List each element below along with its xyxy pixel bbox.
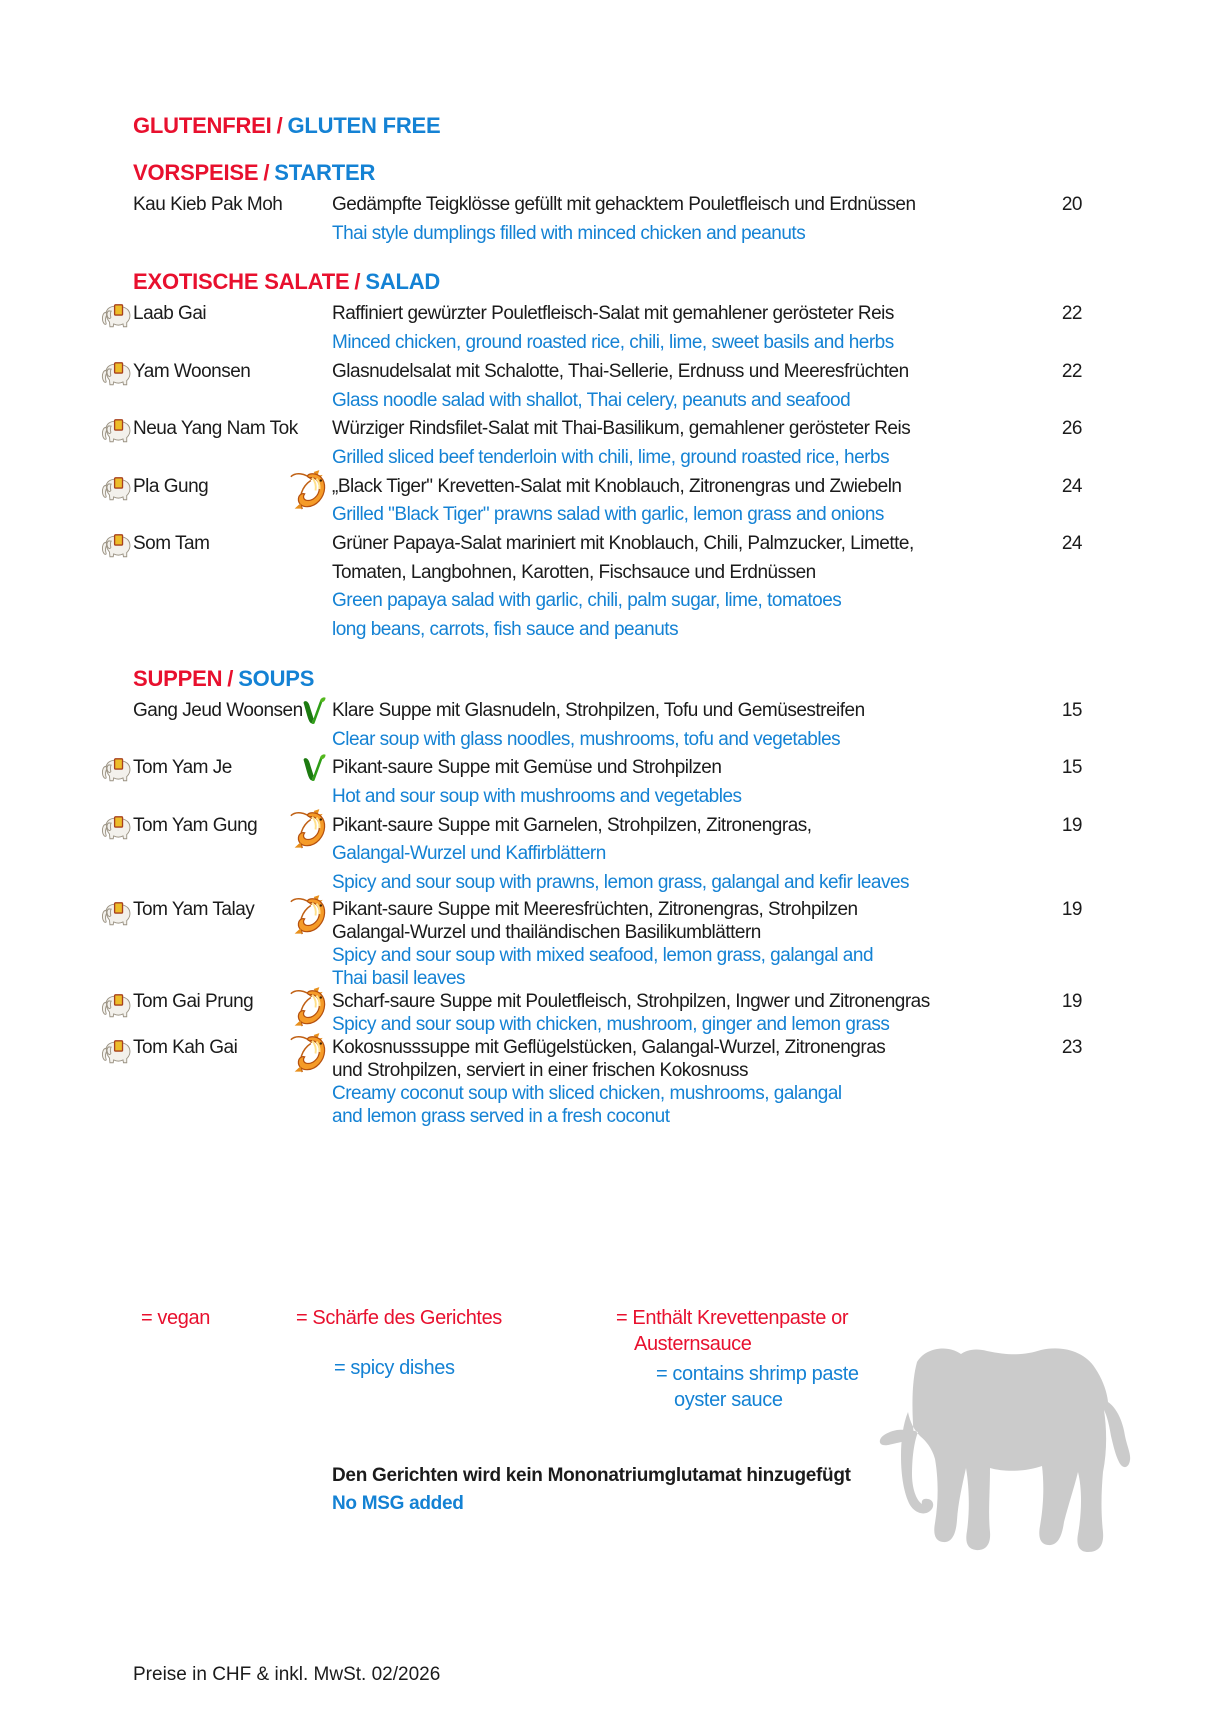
menu-item-line: Pikant-saure Suppe mit Meeresfrüchten, Zitronengras, Strohpilzen (332, 898, 858, 920)
legend-spice-label-de: = Schärfe des Gerichtes (296, 1307, 502, 1329)
item-spice-cell (100, 697, 133, 754)
item-spice-cell (100, 1036, 133, 1128)
menu-item (100, 415, 1082, 472)
item-price: 24 (1061, 533, 1082, 555)
menu-section (100, 160, 1082, 248)
legend-shrimp-de-line2: Austernsauce (634, 1333, 752, 1355)
menu-item (100, 990, 1082, 1036)
legend-vegan (133, 1302, 210, 1331)
menu-item-line: Pikant-saure Suppe mit Garnelen, Strohpilzen, Zitronengras, (332, 814, 812, 836)
menu-item-line: Grilled sliced beef tenderloin with chili, lime, ground roasted rice, herbs (332, 446, 890, 468)
vegan-v-icon (302, 754, 326, 784)
legend-shrimp-label-en (656, 1361, 859, 1413)
item-desc (332, 473, 1032, 530)
item-price: 22 (1061, 303, 1082, 325)
menu-item-line: Würziger Rindsfilet-Salat mit Thai-Basilikum, gemahlener gerösteter Reis (332, 418, 911, 440)
elephant-spice-icon (100, 532, 133, 560)
item-name: Pla Gung (133, 475, 209, 497)
menu-item-line: Glasnudelsalat mit Schalotte, Thai-Sellerie, Erdnuss und Meeresfrüchten (332, 360, 909, 382)
menu-item (100, 191, 1082, 248)
item-desc (332, 300, 1032, 357)
elephant-spice-icon (100, 900, 133, 928)
menu-content (100, 113, 1082, 1128)
menu-item-line: Creamy coconut soup with sliced chicken, mushrooms, galangal (332, 1082, 842, 1104)
elephant-spice-icon (100, 756, 133, 784)
footer-price-note: Preise in CHF & inkl. MwSt. 02/2026 (133, 1664, 441, 1685)
vegan-v-icon (302, 697, 326, 727)
item-name: Gang Jeud Woonsen (133, 699, 303, 721)
item-name: Laab Gai (133, 303, 207, 325)
menu-item-line: Clear soup with glass noodles, mushrooms, tofu and vegetables (332, 728, 841, 750)
item-desc (332, 191, 1032, 248)
legend-shrimp (608, 1302, 859, 1413)
item-price: 19 (1061, 898, 1082, 920)
msg-note (332, 1462, 851, 1518)
item-desc (332, 754, 1032, 811)
elephant-spice-icon (100, 1038, 133, 1066)
section-title-en: SOUPS (238, 665, 315, 691)
section-title-en: STARTER (274, 160, 376, 185)
item-spice-cell (100, 191, 133, 248)
section-title (133, 160, 1082, 186)
item-spice-cell (100, 990, 133, 1036)
item-spice-cell (100, 300, 133, 357)
section-title-sep: / (227, 665, 234, 691)
item-desc (332, 358, 1032, 415)
menu-item-line: „Black Tiger" Krevetten-Salat mit Knoblauch, Zitronengras und Zwiebeln (332, 475, 902, 497)
legend-shrimp-de-line1: = Enthält Krevettenpaste or (616, 1307, 849, 1329)
item-desc (332, 697, 1032, 754)
legend-vegan-row (133, 1302, 210, 1331)
msg-note-en: No MSG added (332, 1493, 464, 1514)
shrimp-icon (288, 808, 326, 852)
item-spice-cell (100, 358, 133, 415)
menu-item-line: Gedämpfte Teigklösse gefüllt mit gehacktem Pouletfleisch und Erdnüssen (332, 194, 916, 215)
item-price: 24 (1061, 475, 1082, 497)
item-name: Neua Yang Nam Tok (133, 418, 298, 440)
menu-item-line: Raffiniert gewürzter Pouletfleisch-Salat mit gemahlener gerösteter Reis (332, 303, 894, 325)
msg-note-de: Den Gerichten wird kein Mononatriumglutamat hinzugefügt (332, 1465, 851, 1486)
menu-item (100, 754, 1082, 811)
shrimp-icon (288, 894, 326, 938)
section-title (133, 269, 1082, 295)
menu-item-line: Kokosnusssuppe mit Geflügelstücken, Galangal-Wurzel, Zitronengras (332, 1036, 886, 1058)
legend-vegan-label: = vegan (141, 1307, 210, 1329)
menu-item-line: und Strohpilzen, serviert in einer frischen Kokosnuss (332, 1059, 749, 1081)
menu-item-line: Grilled "Black Tiger" prawns salad with garlic, lemon grass and onions (332, 504, 884, 526)
section-items (100, 300, 1082, 644)
item-desc (332, 898, 1032, 990)
legend-shrimp-row (608, 1302, 859, 1357)
menu-section (100, 666, 1082, 1128)
section-title (133, 666, 1082, 692)
menu-item (100, 898, 1082, 990)
elephant-spice-icon (100, 417, 133, 445)
elephant-spice-icon (100, 814, 133, 842)
menu-item-line: Spicy and sour soup with prawns, lemon grass, galangal and kefir leaves (332, 872, 910, 894)
item-spice-cell (100, 530, 133, 645)
elephant-watermark (855, 1342, 1145, 1570)
elephant-spice-icon (100, 992, 133, 1020)
menu-item (100, 530, 1082, 645)
title-separator: / (276, 113, 283, 138)
shrimp-icon (288, 469, 326, 513)
item-price: 15 (1061, 757, 1082, 779)
section-title-de: EXOTISCHE SALATE (133, 269, 350, 295)
item-name: Som Tam (133, 533, 210, 555)
item-desc (332, 812, 1032, 898)
menu-item (100, 697, 1082, 754)
menu-item-line: Glass noodle salad with shallot, Thai celery, peanuts and seafood (332, 389, 851, 411)
item-price: 23 (1061, 1036, 1082, 1058)
menu-item (100, 473, 1082, 530)
elephant-spice-icon (100, 360, 133, 388)
menu-sections (100, 160, 1082, 1128)
item-desc (332, 1036, 1032, 1128)
item-price: 19 (1061, 990, 1082, 1012)
menu-item-line: Galangal-Wurzel und Kaffirblättern (332, 843, 606, 865)
section-title-de: SUPPEN (133, 665, 223, 691)
item-spice-cell (100, 754, 133, 811)
section-title-sep: / (263, 160, 270, 185)
legend-spice-row (288, 1302, 502, 1331)
menu-item (100, 358, 1082, 415)
item-name: Tom Yam Gung (133, 814, 258, 836)
elephant-spice-icon (100, 475, 133, 503)
menu-item-line: Spicy and sour soup with chicken, mushroom, ginger and lemon grass (332, 1013, 890, 1035)
item-desc (332, 990, 1032, 1036)
legend-shrimp-en-line2: oyster sauce (674, 1389, 783, 1411)
item-price: 20 (1061, 194, 1082, 215)
item-price: 19 (1061, 814, 1082, 836)
menu-item-line: Thai basil leaves (332, 967, 466, 989)
item-price: 26 (1061, 418, 1082, 440)
item-price: 15 (1061, 699, 1082, 721)
menu-section (100, 269, 1082, 644)
menu-item (100, 812, 1082, 898)
menu-item-line: Galangal-Wurzel und thailändischen Basilikumblättern (332, 921, 761, 943)
item-name: Tom Gai Prung (133, 990, 254, 1012)
menu-item-line: Thai style dumplings filled with minced chicken and peanuts (332, 222, 806, 244)
item-name: Kau Kieb Pak Moh (133, 194, 283, 215)
menu-item-line: and lemon grass served in a fresh coconut (332, 1105, 670, 1127)
legend-spice (288, 1302, 502, 1381)
page-title-de: GLUTENFREI (133, 113, 272, 138)
legend-shrimp-label-de (616, 1302, 848, 1357)
menu-item-line: Scharf-saure Suppe mit Pouletfleisch, Strohpilzen, Ingwer und Zitronengras (332, 990, 930, 1012)
item-name: Yam Woonsen (133, 360, 251, 382)
legend-shrimp-en-line1: = contains shrimp paste (656, 1363, 859, 1385)
item-spice-cell (100, 473, 133, 530)
item-desc (332, 530, 1032, 645)
item-spice-cell (100, 812, 133, 898)
item-name: Tom Kah Gai (133, 1036, 238, 1058)
item-spice-cell (100, 415, 133, 472)
menu-item-line: Grüner Papaya-Salat mariniert mit Knoblauch, Chili, Palmzucker, Limette, (332, 533, 914, 555)
menu-item-line: Hot and sour soup with mushrooms and vegetables (332, 785, 742, 807)
legend-spice-label-en: = spicy dishes (334, 1357, 455, 1379)
item-name: Tom Yam Je (133, 757, 232, 779)
menu-item-line: Minced chicken, ground roasted rice, chili, lime, sweet basils and herbs (332, 332, 894, 354)
menu-item-line: Spicy and sour soup with mixed seafood, lemon grass, galangal and (332, 944, 874, 966)
shrimp-icon (288, 1032, 326, 1076)
menu-item-line: Pikant-saure Suppe mit Gemüse und Strohpilzen (332, 757, 722, 779)
menu-item-line: long beans, carrots, fish sauce and peanuts (332, 619, 679, 641)
item-spice-cell (100, 898, 133, 990)
section-items (100, 697, 1082, 1128)
section-items (100, 191, 1082, 248)
elephant-spice-icon (100, 302, 133, 330)
section-title-de: VORSPEISE (133, 160, 259, 185)
menu-item-line: Tomaten, Langbohnen, Karotten, Fischsauce und Erdnüssen (332, 561, 816, 583)
menu-item (100, 300, 1082, 357)
item-desc (332, 415, 1032, 472)
menu-item-line: Green papaya salad with garlic, chili, palm sugar, lime, tomatoes (332, 590, 842, 612)
page-title (133, 113, 1082, 139)
item-price: 22 (1061, 360, 1082, 382)
menu-item (100, 1036, 1082, 1128)
menu-item-line: Klare Suppe mit Glasnudeln, Strohpilzen, Tofu und Gemüsestreifen (332, 699, 865, 721)
section-title-sep: / (354, 269, 361, 295)
item-name: Tom Yam Talay (133, 898, 255, 920)
section-title-en: SALAD (365, 269, 441, 295)
page-title-en: GLUTEN FREE (287, 113, 441, 138)
shrimp-icon (288, 986, 326, 1030)
